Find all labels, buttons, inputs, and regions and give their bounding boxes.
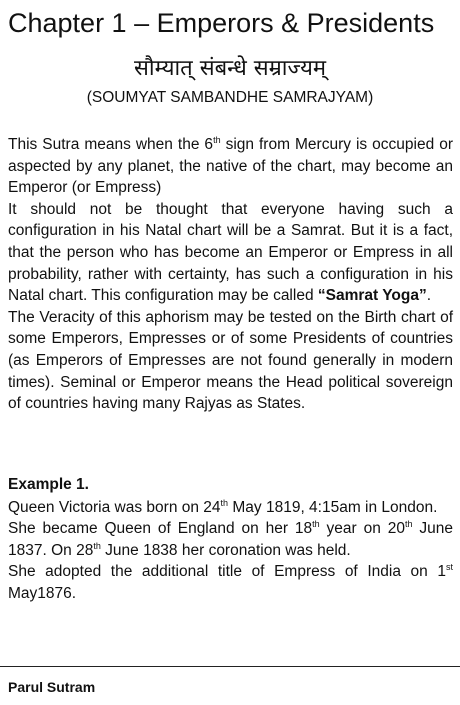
ordinal-suffix: th	[220, 497, 229, 508]
text-span: She became Queen of England on her 18	[8, 520, 313, 538]
text-span: May1876.	[8, 584, 77, 602]
footer-divider	[0, 666, 460, 667]
ordinal-suffix: th	[213, 134, 221, 145]
text-span: sign from Mercury is occupied or aspected by any planet, the native of the chart, may become an Emperor (or Empress)	[8, 136, 453, 197]
example-heading: Example 1.	[8, 476, 89, 493]
text-span: June 1837. On 28	[8, 520, 453, 559]
text-span: It should not be thought that everyone having such a configuration in his Natal chart will be a Samrat. But it is a fact, that the person who has become an Emperor or Empress in all probability, rather with certainty, has such a configuration in his Natal chart. This configuration may be called	[8, 200, 453, 305]
example-block	[8, 474, 453, 605]
text-span: May 1819, 4:15am in London.	[228, 498, 438, 516]
paragraph	[8, 561, 453, 604]
body-text	[8, 134, 453, 415]
text-span: This Sutra means when the 6	[8, 136, 214, 153]
ordinal-suffix: th	[93, 540, 101, 551]
text-span: .	[426, 287, 432, 305]
paragraph: The Veracity of this aphorism may be tested on the Birth chart of some Emperors, Empresses or of some Presidents of countries (as Emperors of Empresses are not found generally in modern times). Seminal or Emperor means the Head political sovereign of countries having many Rajyas as States.	[8, 308, 453, 413]
sutra-devanagari: सौम्यात् संबन्धे सम्राज्यम्	[134, 56, 326, 81]
ordinal-suffix: th	[404, 519, 413, 530]
sutra-transliteration: (SOUMYAT SAMBANDHE SAMRAJYAM)	[86, 89, 374, 106]
paragraph	[8, 518, 453, 561]
paragraph	[8, 134, 453, 199]
footer-book-title: Parul Sutram	[8, 679, 96, 695]
ordinal-suffix: st	[445, 562, 453, 573]
text-span: She adopted the additional title of Empress of India on 1	[8, 563, 446, 581]
paragraph	[8, 199, 453, 307]
text-span: June 1838 her coronation was held.	[100, 541, 351, 559]
paragraph	[8, 497, 453, 519]
text-span: year on 20	[319, 520, 405, 538]
chapter-title: Chapter 1 – Emperors & Presidents	[8, 8, 435, 38]
text-span: Queen Victoria was born on 24	[8, 498, 221, 516]
ordinal-suffix: th	[312, 519, 320, 530]
yoga-term: “Samrat Yoga”	[317, 287, 427, 305]
